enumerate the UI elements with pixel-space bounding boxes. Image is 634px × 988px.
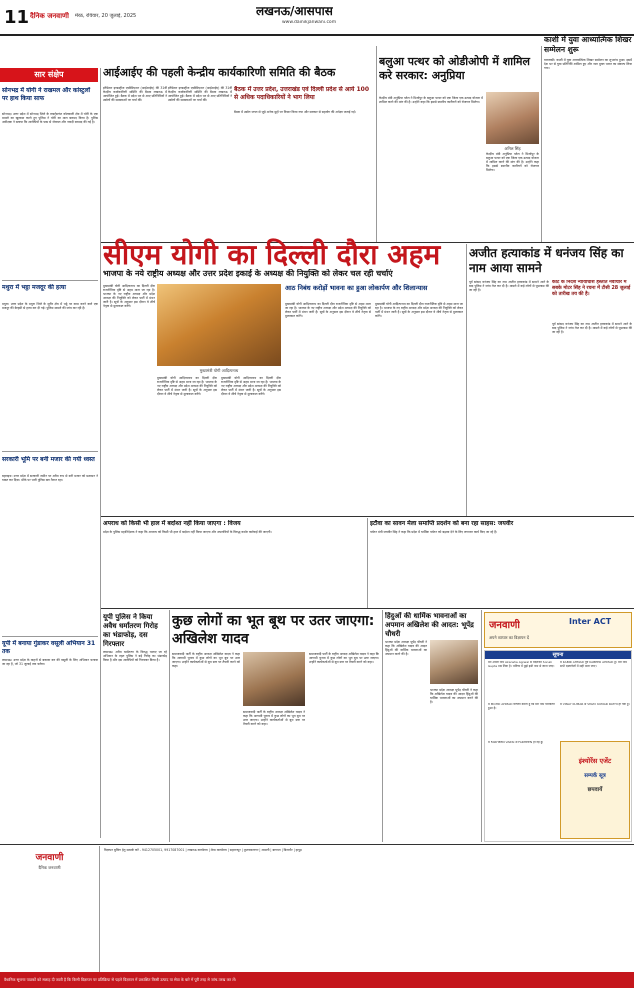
story2-body: बैठक में उद्योग जगत से जुड़े अनेक मुद्दों पर विचार किया गया और सरकार से सहयोग की अपेक्षा जताई गई। [234,110,356,114]
story8-body: लखनऊ। अवैध धर्मांतरण के विरुद्ध चलाए जा रहे अभियान के तहत पुलिस ने बड़े गिरोह का भंडाफोड़ किया है और दस आरोपियों को गिरफ्तार किया है। [103,650,167,663]
sidebar-item1-body: सोनभद्र। उत्तर प्रदेश में सोनभद्र जिले के राबर्ट्सगंज कोतवाली क्षेत्र में चोरी के एक मामले का खुलासा करते हुए पुलिस ने चोरी का माल बरामद किया है। पुलिस अधीक्षक ने बताया कि आरोपियों के पास से जेवरात और नकदी बरामद की गई है। [2,112,98,125]
promo-brand: जनवाणी [489,620,520,631]
section-title: लखनऊ/आसपास [256,4,333,18]
story4-body: वाराणसी। काशी में युवा आध्यात्मिक शिखर सम्मेलन का शुभारंभ हुआ। इसमें देश भर से युवा प्रतिनिधि शामिल हुए और नशा मुक्त भारत का संकल्प लिया गया। [544,58,632,71]
story2-headline: बैठक में उत्तर प्रदेश, उत्तराखंड एवं दिल्ली प्रदेश से आये 100 से अधिक पदाधिकारियों ने भाग लिया [234,86,369,101]
sidebar-item4-title: यूपी में बनाया गुंडाकर वसूली अभियान 31 तक [2,640,96,655]
footer-notice-text: वैधानिक सूचनाः पाठकों को सलाह दी जाती है कि किसी विज्ञापन पर प्रतिक्रिया से पहले विज्ञापन में प्रकाशित किसी उत्पाद या सेवा के बारे में पूरी तरह से जांच-परख कर लें। [4,977,237,982]
story1-body: इण्डियन इण्डस्ट्रीज एसोसिएशन (आईआईए) की 31वीं केन्द्रीय कार्यकारिणी समिति की बैठक लखनऊ में आयोजित हुई। बैठक में प्रदेश भर से आए प्रतिनिधियों ने उद्योगों की समस्याओं पर चर्चा की। [103,86,167,103]
footer-notice [0,972,634,988]
footer-offices: विज्ञापन बुकिंग हेतु सम्पर्क करें - 9412705001, 9917087001 | लखनऊ कार्यालय | मेरठ कार्यालय | सहारनपुर | मुजफ्फरनगर | शामली | बागपत | बिजनौर | हापुड़ [104,848,302,852]
story1-headline: आईआईए की पहली केन्द्रीय कार्यकारिणी समिति की बैठक [103,66,336,79]
story4-headline: काशी में युवा आध्यात्मिक शिखर सम्मेलन शुरू [544,35,632,54]
sidebar-item3-body: बहराइच। उत्तर प्रदेश में सरकारी जमीन पर अवैध रूप से बनी मजार को प्रशासन ने ध्वस्त कर दिया। मौके पर भारी पुलिस बल तैनात रहा। [2,474,98,483]
story10-photo [430,640,478,684]
sidebar-item2-body: मथुरा। उत्तर प्रदेश के मथुरा जिले के सुरीर क्षेत्र में भट्ठे पर काम करने वाले एक मजदूर की बेरहमी से हत्या कर दी गई। पुलिस मामले की जांच कर रही है। [2,302,98,311]
classified-ad-4: मैं VINAY KUMAR से VINAY KUMAR RATHI हो गया हूँ। [560,703,630,706]
classified-ad-2: मैं KABIR AHMAD पुत्र KABEER AHMAD हूँ। मेरा नाम सभी दस्तावेजों में सही माना जाए। [560,661,627,668]
footer-imprint [0,846,100,972]
lead-headline: सीएम योगी का दिल्ली दौरा अहम [103,238,441,271]
website: www.dainikjanwani.com [282,20,337,25]
promo-note: अपने व्यापार का विज्ञापन दें [489,635,529,640]
footer-brand: जनवाणी [35,853,64,863]
sidebar-header-label: सार संक्षेप [34,70,64,79]
story7-headline: इटौवा का सावन मेला समाप्ति प्रदर्शन को बना रहा साहस: जयवीर [370,520,514,527]
story5-body-col2: पूर्व सांसद धनंजय सिंह का नाम अजीत हत्याकांड में सामने आने के बाद पुलिस ने जांच तेज कर दी है। मामले में कई लोगों से पूछताछ की जा रही है। [552,322,632,335]
footer-brand-sub: दैनिक जनवाणी [38,865,61,870]
insurance-tag: छपवायें [587,787,603,793]
lead-photo [157,284,281,366]
lead-col3-headline: आठ निबंध करोड़ों भावना का हुआ लोकार्पण और शिलान्यास [285,284,428,292]
classified-ad-1: मैंने अपना नाम Akansha Agrwal से बदलकर Sonali Gupta रख लिया है। भविष्य में मुझे इसी नाम से जाना जाए। [488,661,555,668]
story10-headline: हिंदुओं की धार्मिक भावनाओं का अपमान अखिलेश की आदत: भूपेंद्र चौधरी [385,612,474,638]
sidebar-item4-body: लखनऊ। उत्तर प्रदेश के वाहनों से बकाया कर की वसूली के लिए अभियान चलाया जा रहा है, जो 31 जुलाई तक चलेगा। [2,658,98,667]
sidebar-item1-title: सोनभद्र में योगी ने राखमल और कांस्टुलों पर हाथ किया साफ [2,87,91,102]
classifieds [484,650,632,842]
paper-name: दैनिक जनवाणी [30,12,69,20]
story3-body-col2: केन्द्रीय मंत्री अनुप्रिया पटेल ने मिर्जापुर के बलुआ पत्थर को एक जिला एक उत्पाद योजना में शामिल करने की मांग की है। उन्होंने कहा कि इससे स्थानीय कारीगरों को रोजगार मिलेगा। [486,152,539,173]
story7-body: पर्यटन मंत्री जयवीर सिंह ने कहा कि प्रदेश में धार्मिक पर्यटन को बढ़ावा देने के लिए लगातार कार्य किए जा रहे हैं। [370,530,498,534]
story8-headline: यूपी पुलिस ने किया अवैध धर्मांतरण गिरोह का भंडाफोड़, दस गिरफ्तार [103,613,158,648]
lead-subheadline: भाजपा के नये राष्ट्रीय अध्यक्ष और उत्तर प्रदेश इकाई के अध्यक्ष की नियुक्ति को लेकर चल रही चर्चाएं [103,269,393,278]
story3-headline: बलुआ पत्थर को ओडीओपी में शामिल करे सरकार: अनुप्रिया [379,55,530,82]
story6-body: प्रदेश के पुलिस महानिदेशक ने कहा कि अपराध को किसी भी हाल में बर्दाश्त नहीं किया जाएगा और अपराधियों के विरुद्ध कठोर कार्रवाई की जाएगी। [103,530,272,534]
page-number: 11 [4,8,30,28]
insurance-title: इंश्योरेंस एजेंट [578,757,612,765]
story6-headline: अपराध को किसी भी हाल में बर्दाश्त नहीं किया जाएगा : विजय [103,520,241,527]
insurance-ad [560,741,630,839]
story9-body-col2: समाजवादी पार्टी के राष्ट्रीय अध्यक्ष अखिलेश यादव ने कहा कि आगामी चुनाव में कुछ लोगों का भूत बूथ पर उतर जाएगा। उन्होंने कार्यकर्ताओं से बूथ स्तर पर तैयारी करने को कहा। [243,710,305,727]
story5-side-headline: कोर्ट के निर्देश न्यायाधीश हस्तांत नवाचार में सबके मोटर सिंह ने रचना में टीसी 28 जुलाई को तारीख तय की है। [552,280,631,297]
story1-body-col2: इण्डियन इण्डस्ट्रीज एसोसिएशन (आईआईए) की 31वीं केन्द्रीय कार्यकारिणी समिति की बैठक लखनऊ में आयोजित हुई। बैठक में प्रदेश भर से आए प्रतिनिधियों ने उद्योगों की समस्याओं पर चर्चा की। [168,86,232,103]
story3-body: केन्द्रीय मंत्री अनुप्रिया पटेल ने मिर्जापुर के बलुआ पत्थर को एक जिला एक उत्पाद योजना में शामिल करने की मांग की है। उन्होंने कहा कि इससे स्थानीय कारीगरों को रोजगार मिलेगा। [379,96,483,105]
lead-body-col4: मुख्यमंत्री योगी आदित्यनाथ का दिल्ली दौरा राजनीतिक दृष्टि से अहम माना जा रहा है। भाजपा के नए राष्ट्रीय अध्यक्ष और प्रदेश अध्यक्ष की नियुक्ति को लेकर पार्टी में मंथन जारी है। सूत्रों के अनुसार इस दौरान वे शीर्ष नेतृत्व से मुलाकात करेंगे। [285,302,371,319]
classifieds-title: सूचना [485,651,631,659]
classified-ad-3: मैं MOHD AHMAD घोषणा करता हूँ कि मेरा नाम परिवर्तित हुआ है। [488,703,555,710]
lead-body-col2: मुख्यमंत्री योगी आदित्यनाथ का दिल्ली दौरा राजनीतिक दृष्टि से अहम माना जा रहा है। भाजपा के नए राष्ट्रीय अध्यक्ष और प्रदेश अध्यक्ष की नियुक्ति को लेकर पार्टी में मंथन जारी है। सूत्रों के अनुसार इस दौरान वे शीर्ष नेतृत्व से मुलाकात करेंगे। [157,376,217,397]
story10-body: भाजपा प्रदेश अध्यक्ष भूपेंद्र चौधरी ने कहा कि अखिलेश यादव की आदत हिंदुओं की धार्मिक भावनाओं का अपमान करने की है। [385,640,427,657]
date-line: मेरठ, रविवार, 20 जुलाई, 2025 [75,13,137,19]
promo-ad [484,612,632,648]
story5-headline: अजीत हत्याकांड में धनंजय सिंह का नाम आया सामने [469,246,624,275]
sidebar [0,40,100,840]
lead-photo-caption: मुख्यमंत्री योगी आदित्यनाथ [199,368,239,373]
story3-photo [486,92,539,144]
sidebar-item3-title: सरकारी भूमि पर बनी मजार की गयी ध्वस्त [2,456,95,463]
insurance-sub: सम्पर्क सूत्र [584,773,606,779]
story9-body: समाजवादी पार्टी के राष्ट्रीय अध्यक्ष अखिलेश यादव ने कहा कि आगामी चुनाव में कुछ लोगों का भूत बूथ पर उतर जाएगा। उन्होंने कार्यकर्ताओं से बूथ स्तर पर तैयारी करने को कहा। [172,652,240,669]
lead-body-col3: मुख्यमंत्री योगी आदित्यनाथ का दिल्ली दौरा राजनीतिक दृष्टि से अहम माना जा रहा है। भाजपा के नए राष्ट्रीय अध्यक्ष और प्रदेश अध्यक्ष की नियुक्ति को लेकर पार्टी में मंथन जारी है। सूत्रों के अनुसार इस दौरान वे शीर्ष नेतृत्व से मुलाकात करेंगे। [221,376,281,397]
story9-body-col3: समाजवादी पार्टी के राष्ट्रीय अध्यक्ष अखिलेश यादव ने कहा कि आगामी चुनाव में कुछ लोगों का भूत बूथ पर उतर जाएगा। उन्होंने कार्यकर्ताओं से बूथ स्तर पर तैयारी करने को कहा। [309,652,379,665]
story10-body-col2: भाजपा प्रदेश अध्यक्ष भूपेंद्र चौधरी ने कहा कि अखिलेश यादव की आदत हिंदुओं की धार्मिक भावनाओं का अपमान करने की है। [430,688,478,705]
story5-body: पूर्व सांसद धनंजय सिंह का नाम अजीत हत्याकांड में सामने आने के बाद पुलिस ने जांच तेज कर दी है। मामले में कई लोगों से पूछताछ की जा रही है। [469,280,549,293]
promo-tagline: Inter ACT [569,617,612,626]
story9-headline: कुछ लोगों का भूत बूथ पर उतर जाएगा: अखिलेश यादव [172,613,375,647]
classified-ad-5: मैं FARHEEN VARSI से FARHEEN हो गई हूँ। [488,741,544,744]
sidebar-header [0,68,98,82]
lead-body-col1: मुख्यमंत्री योगी आदित्यनाथ का दिल्ली दौरा राजनीतिक दृष्टि से अहम माना जा रहा है। भाजपा के नए राष्ट्रीय अध्यक्ष और प्रदेश अध्यक्ष की नियुक्ति को लेकर पार्टी में मंथन जारी है। सूत्रों के अनुसार इस दौरान वे शीर्ष नेतृत्व से मुलाकात करेंगे। [103,284,155,309]
story3-photo-caption: अनिल सिंह [504,146,521,151]
sidebar-item2-title: मथुरा में भट्ठा मजदूर की हत्या [2,284,66,291]
lead-body-col5: मुख्यमंत्री योगी आदित्यनाथ का दिल्ली दौरा राजनीतिक दृष्टि से अहम माना जा रहा है। भाजपा के नए राष्ट्रीय अध्यक्ष और प्रदेश अध्यक्ष की नियुक्ति को लेकर पार्टी में मंथन जारी है। सूत्रों के अनुसार इस दौरान वे शीर्ष नेतृत्व से मुलाकात करेंगे। [375,302,463,319]
story9-photo [243,652,305,706]
